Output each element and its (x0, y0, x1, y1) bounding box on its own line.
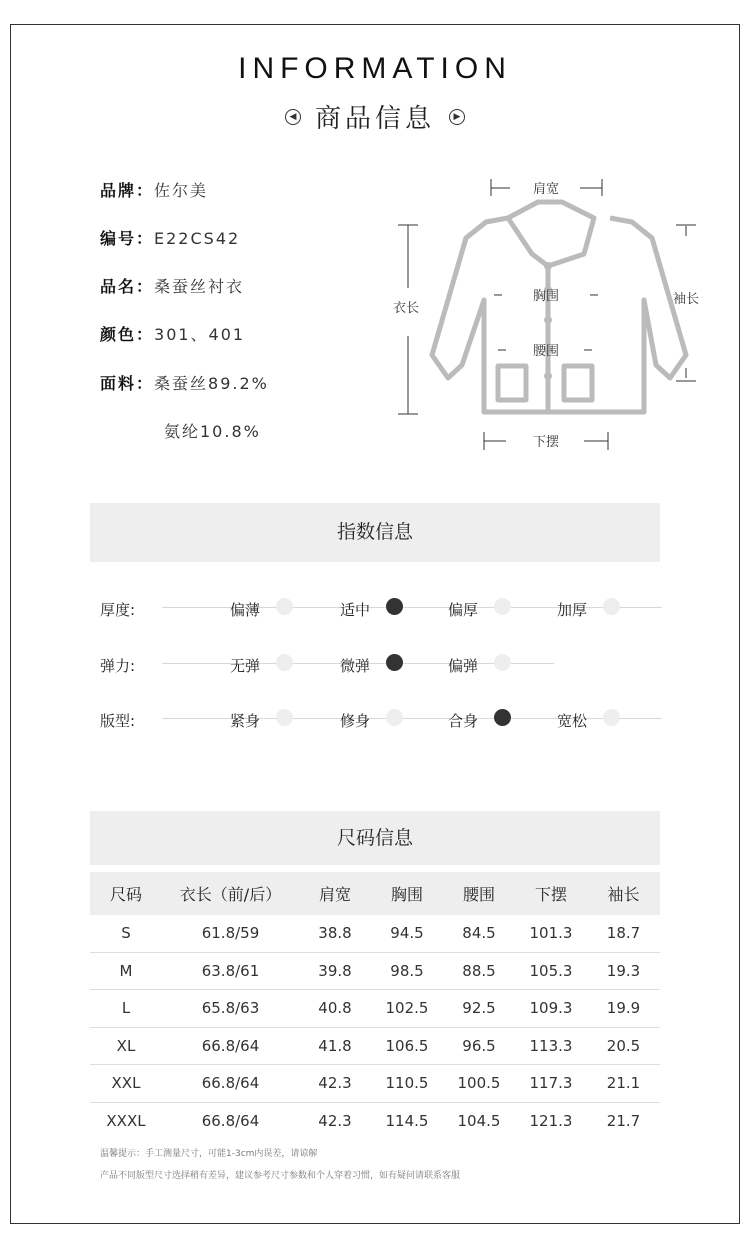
cell-hem: 105.3 (515, 952, 587, 990)
cell-length: 65.8/63 (162, 990, 299, 1028)
cell-length: 66.8/64 (162, 1027, 299, 1065)
cell-size: XXXL (106, 1111, 146, 1130)
size-section-title: 尺码信息 (90, 811, 660, 865)
cell-chest: 94.5 (371, 915, 443, 952)
thickness-option-thin: 偏薄 (230, 601, 261, 619)
cell-waist: 104.5 (457, 1111, 501, 1130)
cell-chest: 110.5 (371, 1065, 443, 1103)
cell-hem: 101.3 (515, 915, 587, 952)
cell-sleeve: 20.5 (587, 1027, 660, 1065)
index-section-title: 指数信息 (90, 503, 660, 562)
title-chinese-row (0, 98, 750, 135)
info-brand: 品牌：佐尔美 (100, 181, 209, 200)
fit-dot-regular (494, 709, 511, 726)
cell-waist: 92.5 (443, 990, 515, 1028)
cell-size: XXL (90, 1065, 162, 1103)
left-circle-arrow-icon: ◀ (285, 109, 301, 125)
shirt-outline-icon (432, 202, 686, 412)
cell-hem: 109.3 (515, 990, 587, 1028)
cell-hem: 117.3 (515, 1065, 587, 1103)
cell-hem: 121.3 (529, 1111, 573, 1130)
fit-option-tight: 紧身 (230, 712, 261, 730)
cell-size: L (90, 990, 162, 1028)
elasticity-dot-none (276, 654, 293, 671)
cell-length: 61.8/59 (162, 915, 299, 952)
fit-option-loose: 宽松 (557, 712, 588, 730)
length-label: 衣长 (392, 301, 420, 316)
info-color: 颜色：301、401 (100, 325, 246, 344)
header-sleeve: 袖长 (587, 872, 660, 915)
cell-sleeve: 18.7 (587, 915, 660, 952)
cell-shoulder: 40.8 (299, 990, 371, 1028)
cell-hem: 113.3 (515, 1027, 587, 1065)
size-table (90, 872, 660, 1139)
fit-dot-tight (276, 709, 293, 726)
table-row (90, 1027, 660, 1065)
title-english: INFORMATION (238, 52, 512, 85)
elasticity-option-none: 无弹 (230, 657, 261, 675)
cell-chest: 114.5 (385, 1111, 429, 1130)
cell-shoulder: 41.8 (299, 1027, 371, 1065)
fit-dot-slim (386, 709, 403, 726)
sleeve-label: 袖长 (672, 292, 700, 307)
cell-sleeve: 21.7 (606, 1111, 641, 1130)
note-measurement: 温馨提示：手工测量尺寸，可能1-3cm内误差，请谅解 (100, 1149, 318, 1159)
index-elasticity-label: 弹力: (100, 657, 136, 675)
cell-shoulder: 42.3 (318, 1111, 352, 1130)
hem-label: 下摆 (532, 435, 560, 450)
right-circle-arrow-icon: ▶ (449, 109, 465, 125)
cell-length: 66.8/64 (201, 1111, 260, 1130)
cell-sleeve: 21.1 (587, 1065, 660, 1103)
info-fabric-2: 氨纶10.8% (164, 422, 261, 441)
fit-option-regular: 合身 (448, 712, 479, 730)
thickness-option-medium: 适中 (340, 601, 371, 619)
cell-shoulder: 42.3 (299, 1065, 371, 1103)
chest-label: 胸围 (532, 289, 560, 304)
cell-waist: 88.5 (443, 952, 515, 990)
info-code: 编号：E22CS42 (100, 229, 241, 248)
fit-dot-loose (603, 709, 620, 726)
index-fit-label: 版型: (100, 712, 136, 730)
note-fit-advice: 产品不同版型尺寸选择稍有差异，建议参考尺寸参数和个人穿着习惯，如有疑问请联系客服 (100, 1171, 461, 1181)
header-size: 尺码 (90, 872, 162, 915)
elasticity-dot-stretchy (494, 654, 511, 671)
index-thickness-label: 厚度: (100, 601, 136, 619)
elasticity-dot-slight (386, 654, 403, 671)
header-length: 衣长（前/后） (162, 872, 299, 915)
shoulder-label: 肩宽 (532, 182, 560, 197)
header-hem: 下摆 (515, 872, 587, 915)
cell-waist: 84.5 (443, 915, 515, 952)
table-row (90, 915, 660, 952)
cell-sleeve: 19.9 (587, 990, 660, 1028)
cell-size: XL (90, 1027, 162, 1065)
size-table-header (90, 872, 660, 915)
thickness-dot-medium (386, 598, 403, 615)
thickness-dot-thin (276, 598, 293, 615)
cell-waist: 100.5 (443, 1065, 515, 1103)
cell-size: M (90, 952, 162, 990)
table-row (90, 1065, 660, 1103)
title-chinese: 商品信息 (314, 104, 435, 134)
cell-chest: 106.5 (371, 1027, 443, 1065)
waist-label: 腰围 (532, 344, 560, 359)
elasticity-option-slight: 微弹 (340, 657, 371, 675)
cell-length: 66.8/64 (162, 1065, 299, 1103)
garment-diagram (380, 170, 720, 460)
thickness-dot-extra-thick (603, 598, 620, 615)
thickness-option-thick: 偏厚 (448, 601, 479, 619)
cell-shoulder: 39.8 (299, 952, 371, 990)
table-row (90, 1102, 660, 1139)
table-row (90, 952, 660, 990)
cell-sleeve: 19.3 (587, 952, 660, 990)
thickness-dot-thick (494, 598, 511, 615)
elasticity-option-stretchy: 偏弹 (448, 657, 479, 675)
header-shoulder: 肩宽 (299, 872, 371, 915)
cell-chest: 102.5 (371, 990, 443, 1028)
header-chest: 胸围 (371, 872, 443, 915)
cell-waist: 96.5 (443, 1027, 515, 1065)
table-row (90, 990, 660, 1028)
cell-length: 63.8/61 (162, 952, 299, 990)
cell-size: S (90, 915, 162, 952)
info-name: 品名：桑蚕丝衬衣 (100, 277, 245, 296)
info-fabric: 面料：桑蚕丝89.2% (100, 374, 269, 393)
header-waist: 腰围 (443, 872, 515, 915)
cell-shoulder: 38.8 (299, 915, 371, 952)
cell-chest: 98.5 (371, 952, 443, 990)
fit-option-slim: 修身 (340, 712, 371, 730)
thickness-option-extra-thick: 加厚 (557, 601, 588, 619)
